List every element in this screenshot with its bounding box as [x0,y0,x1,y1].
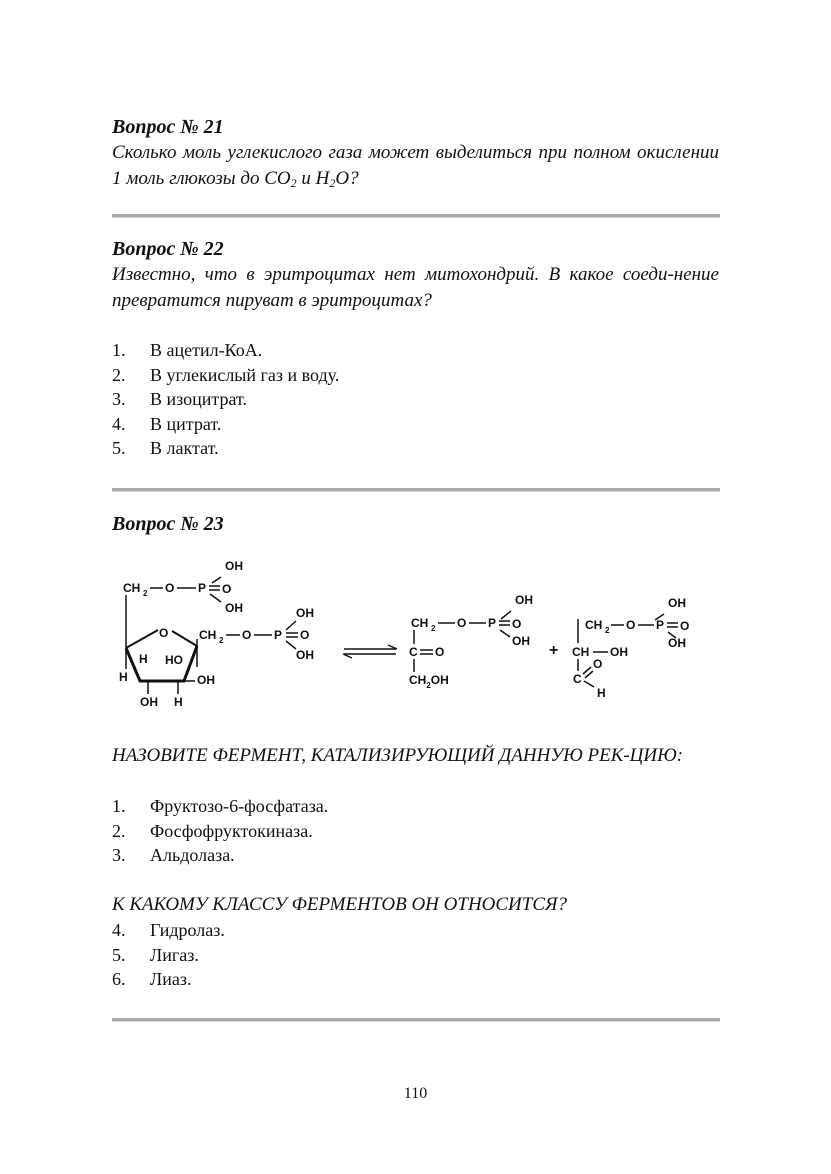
bond [286,621,296,630]
atom-label: O [457,616,467,630]
answer-option [112,387,719,412]
bond [210,594,221,602]
atom-label: C [573,672,582,686]
atom-label: H [139,652,148,666]
option-number: 2. [112,820,126,841]
option-number: 4. [112,413,126,434]
bond [501,611,511,619]
question-23 [112,511,719,537]
option-text: В углекислый газ и воду. [150,364,340,385]
plus-sign: + [549,642,559,659]
atom-label: OH [515,593,533,607]
divider [112,1018,720,1022]
dihydroxyacetone-phosphate-structure [409,593,533,690]
option-text: Лиаз. [150,969,192,989]
option-text: Фруктозо-6-фосфатаза. [150,796,329,816]
atom-label: CH [123,581,141,595]
option-text: В изоцитрат. [150,389,248,409]
option-text: В цитрат. [150,413,222,434]
answer-option [112,436,719,461]
question-22 [112,236,719,314]
atom-label: O [222,582,232,596]
atom-label: OH [296,606,314,620]
atom-subscript: 2 [431,624,436,633]
ring-bond [126,646,197,681]
answer-options [112,794,719,868]
atom-label: OH [225,601,243,615]
option-number: 1. [112,340,126,360]
option-number: 2. [112,364,126,385]
option-number: 5. [112,438,126,458]
bond [500,630,510,637]
answer-option [112,918,719,943]
divider [112,488,720,492]
option-text: Гидролаз. [150,920,225,940]
option-number: 5. [112,944,126,965]
atom-label: C [409,645,418,659]
atom-subscript: 2 [605,626,610,635]
answer-options [112,338,719,461]
atom-label: H [174,695,183,709]
atom-label: OH [512,634,530,648]
atom-label: CH [411,616,429,630]
atom-label: CH [199,628,217,642]
question-text-part: Сколько моль углекислого газа может выделиться при полном окислении 1 моль глюкозы до CO [112,142,719,189]
question-text-part: O? [335,168,359,189]
ring-bond [172,631,197,646]
option-text: В лактат. [150,438,219,458]
bond [584,681,594,687]
option-number: 4. [112,920,126,940]
option-text: Лигаз. [150,944,199,965]
answer-option [112,794,719,819]
answer-option [112,338,719,363]
question-text: Известно, что в эритроцитах нет митохондрий. В какое соеди-нение превратится пируват в эритроцитах? [112,264,719,311]
question-title: Вопрос № 21 [112,116,224,138]
enzyme-question [112,744,719,768]
equilibrium-arrows [343,645,397,658]
atom-label: OH [296,648,314,662]
subscript: 2 [329,176,336,190]
ring-bond [126,630,158,648]
atom-label: O [626,618,636,632]
bond [212,577,221,583]
option-number: 1. [112,796,126,816]
option-text: В ацетил-КоА. [150,340,263,360]
atom-label: $CH_2OH$ [409,673,449,690]
atom-label: O [300,628,310,642]
question-text: НАЗОВИТЕ ФЕРМЕНТ, КАТАЛИЗИРУЮЩИЙ ДАННУЮ РЕК-ЦИЮ: [112,745,684,766]
atom-label: O [242,628,252,642]
question-title: Вопрос № 22 [112,238,224,260]
glyceraldehyde-phosphate-structure [572,596,689,700]
enzyme-class-question [112,893,719,917]
question-text: К КАКОМУ КЛАССУ ФЕРМЕНТОВ ОН ОТНОСИТСЯ? [112,894,568,915]
atom-label: O [593,657,603,671]
atom-label: O [165,581,175,595]
reaction-scheme [0,555,831,715]
answer-option [112,412,719,437]
atom-label: P [198,581,207,595]
atom-label: O [512,617,522,631]
option-number: 6. [112,969,126,989]
atom-label: HO [165,653,183,667]
page-number: 110 [403,1085,428,1102]
atom-subscript: 2 [219,636,224,645]
atom-label: P [274,628,283,642]
answer-option [112,843,719,868]
question-title: Вопрос № 23 [112,513,224,535]
option-text: Фосфофруктокиназа. [150,820,313,841]
option-number: 3. [112,389,126,409]
question-text [112,140,719,192]
answer-option [112,819,719,844]
answer-option [112,943,719,968]
divider [112,214,720,218]
atom-label: OH [225,559,243,573]
atom-label: OH [610,645,628,659]
atom-label: CH [585,618,603,632]
atom-label: H [597,686,606,700]
answer-options [112,918,719,992]
atom-label: OH [197,673,215,687]
atom-subscript: 2 [143,589,148,598]
question-21 [112,114,719,192]
option-number: 3. [112,845,126,865]
ring-oxygen: O [159,626,169,640]
answer-option [112,967,719,992]
atom-label: O [435,645,445,659]
fructose-bisphosphate-structure [119,559,314,709]
answer-option [112,363,719,388]
option-text: Альдолаза. [150,845,235,865]
atom-label: P [488,616,497,630]
subscript: 2 [290,176,297,190]
atom-label: OH [140,695,158,709]
atom-label: H [119,670,128,684]
question-text-part: и H [296,168,330,189]
bond [286,641,296,649]
atom-label: OH [668,636,686,650]
atom-label: CH [572,645,590,659]
atom-label: P [656,618,665,632]
atom-label: OH [668,596,686,610]
atom-label: O [680,619,690,633]
